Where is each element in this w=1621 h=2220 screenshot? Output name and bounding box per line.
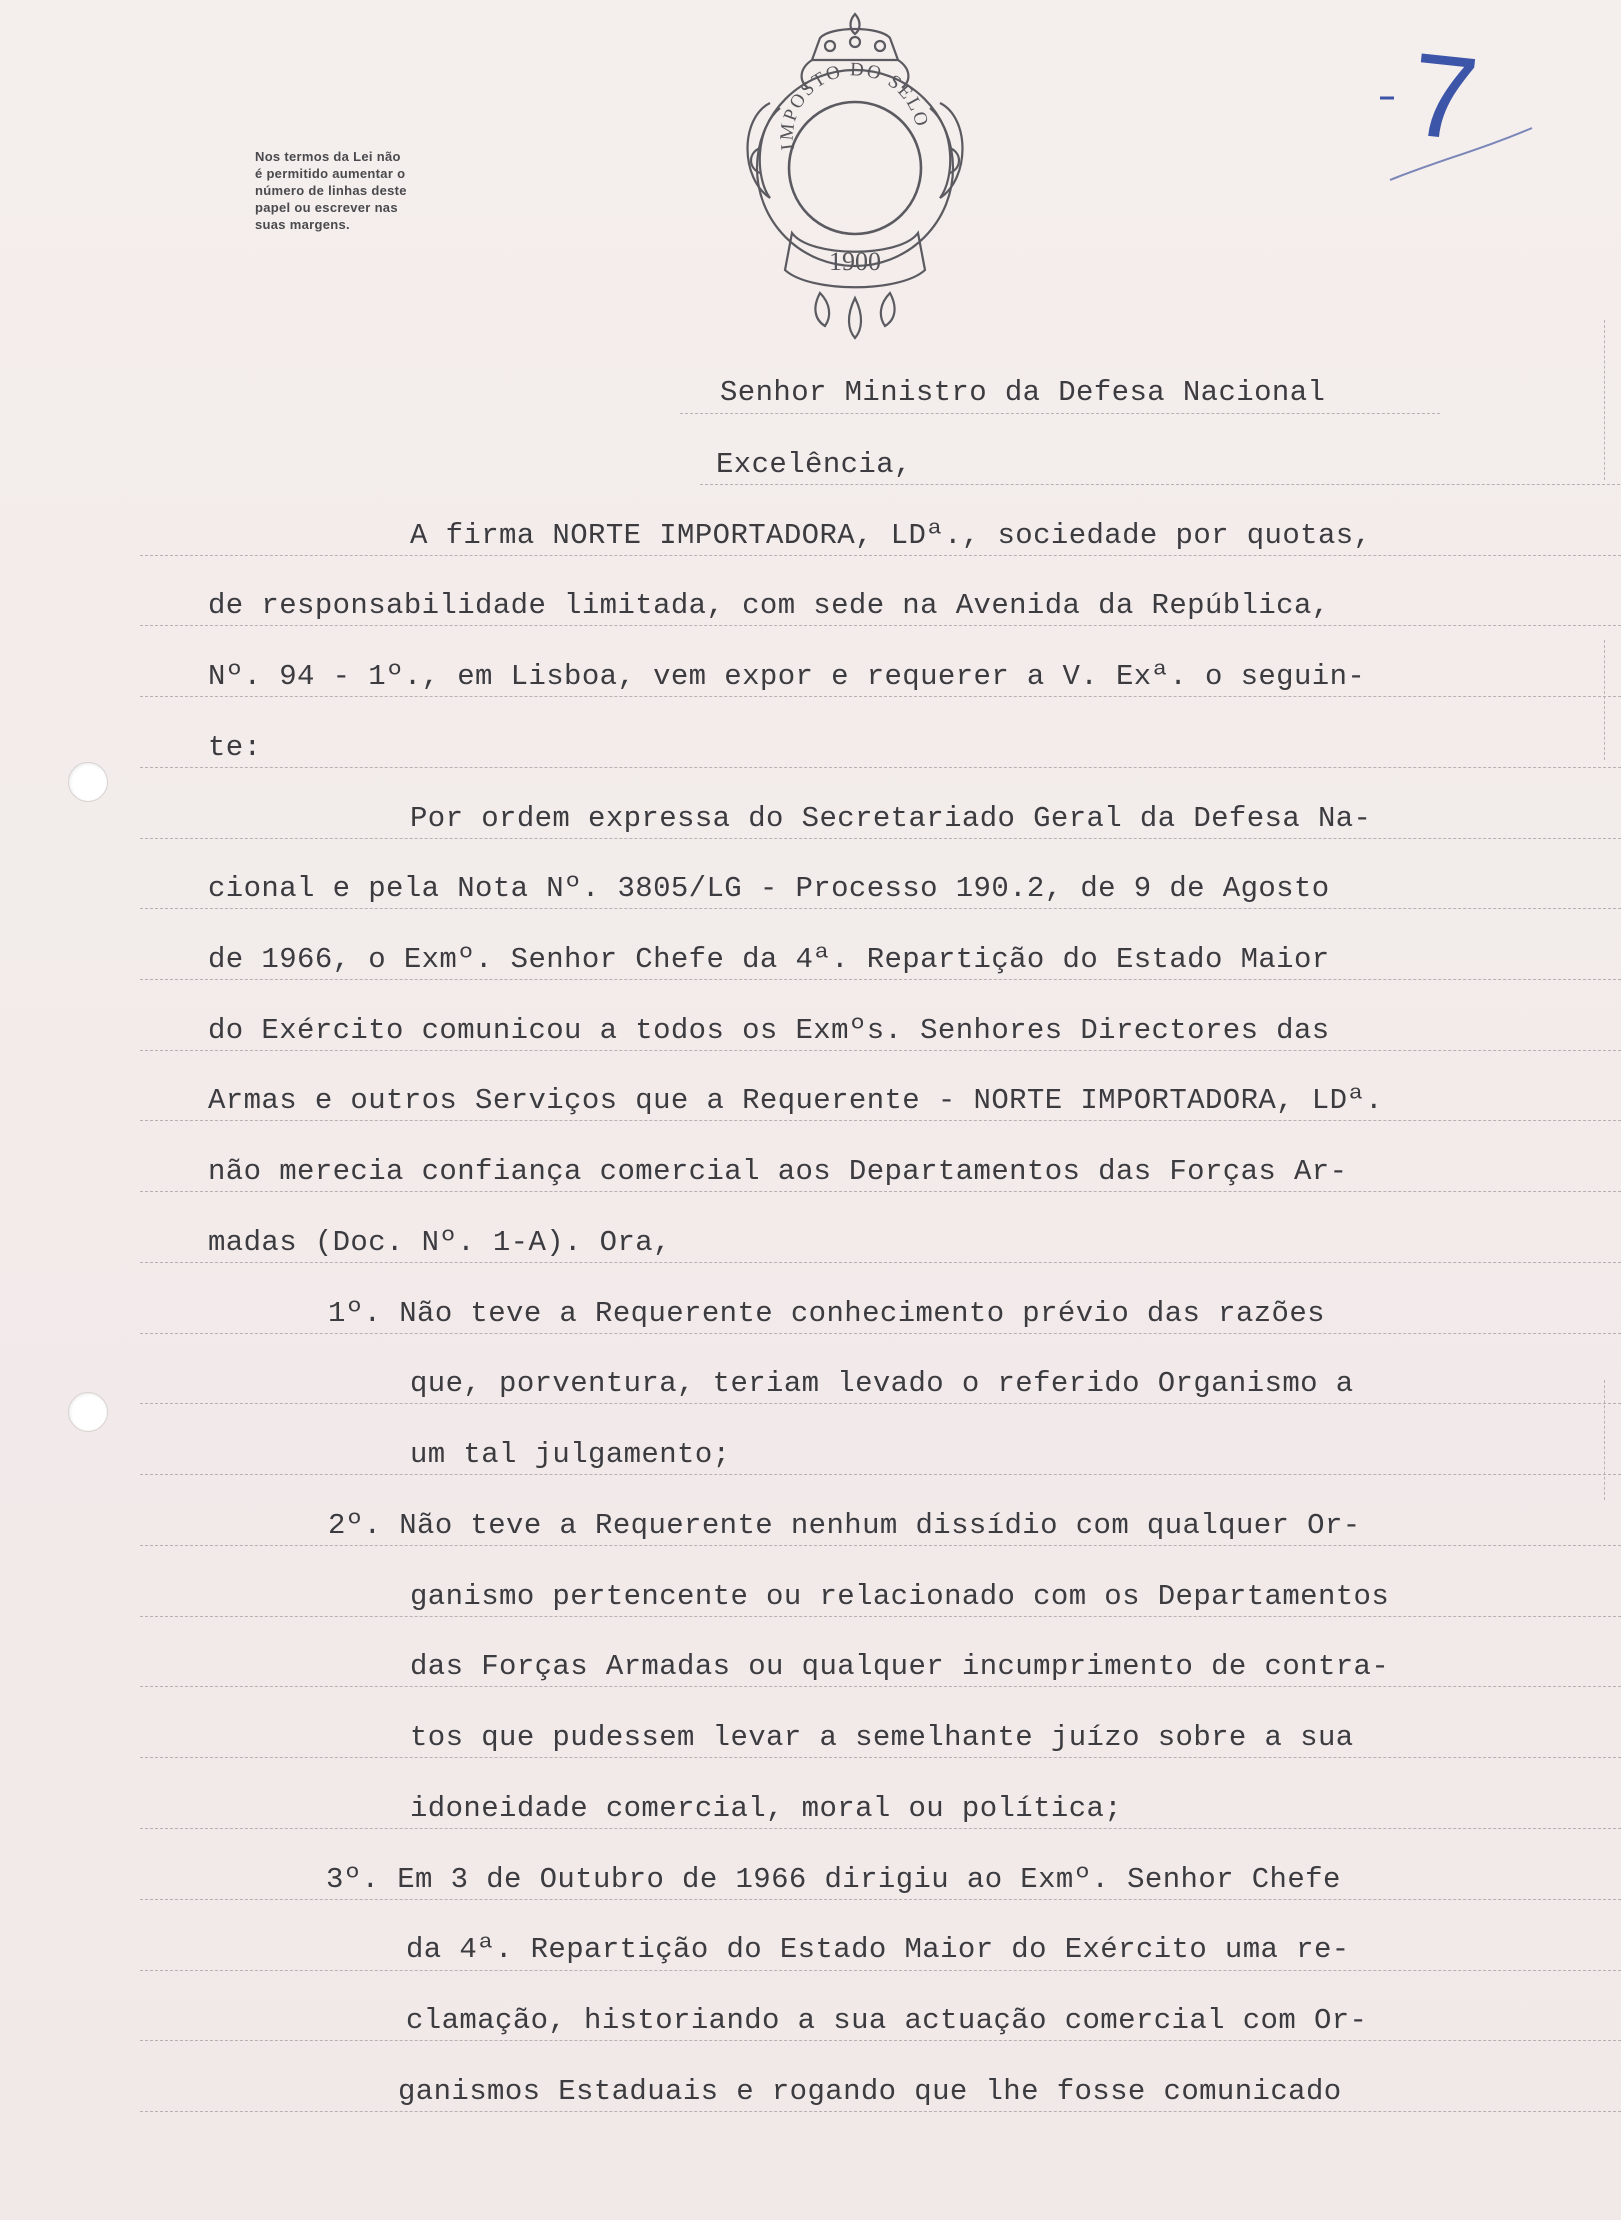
legal-notice-line: número de linhas deste	[255, 183, 407, 198]
ruled-line	[680, 413, 1440, 414]
body-line: não merecia confiança comercial aos Departamentos das Forças Ar-	[208, 1155, 1348, 1188]
legal-notice-line: é permitido aumentar o	[255, 166, 406, 181]
ruled-line	[140, 1899, 1621, 1900]
punch-hole	[68, 1392, 108, 1432]
list-item-line: tos que pudessem levar a semelhante juízo sobre a sua	[410, 1721, 1354, 1754]
ruled-line	[140, 1474, 1621, 1475]
body-line: madas (Doc. Nº. 1-A). Ora,	[208, 1226, 671, 1259]
list-item-line: das Forças Armadas ou qualquer incumprimento de contra-	[410, 1650, 1390, 1683]
ruled-line	[140, 696, 1621, 697]
list-item-line: ganismos Estaduais e rogando que lhe fosse comunicado	[398, 2075, 1342, 2108]
ruled-line	[140, 838, 1621, 839]
ruled-line	[140, 1050, 1621, 1051]
legal-notice-line: suas margens.	[255, 217, 350, 232]
ruled-line	[700, 484, 1620, 485]
body-line: cional e pela Nota Nº. 3805/LG - Processo 190.2, de 9 de Agosto	[208, 872, 1330, 905]
body-line: de responsabilidade limitada, com sede na Avenida da República,	[208, 589, 1330, 622]
ruled-line	[140, 555, 1621, 556]
ruled-line	[140, 1828, 1621, 1829]
stamp-seal-icon	[700, 8, 1010, 348]
body-line: Por ordem expressa do Secretariado Geral da Defesa Na-	[410, 802, 1372, 835]
punch-hole	[68, 762, 108, 802]
ruled-line	[140, 1686, 1621, 1687]
ruled-line	[140, 1403, 1621, 1404]
list-item-line: que, porventura, teriam levado o referido Organismo a	[410, 1367, 1354, 1400]
list-item-line: idoneidade comercial, moral ou política;	[410, 1792, 1123, 1825]
ruled-line	[140, 1333, 1621, 1334]
body-line: A firma NORTE IMPORTADORA, LDª., sociedade por quotas,	[410, 519, 1372, 552]
legal-notice-line: Nos termos da Lei não	[255, 149, 401, 164]
salutation: Excelência,	[716, 448, 912, 481]
ruled-line	[140, 1545, 1621, 1546]
body-line: te:	[208, 731, 262, 764]
list-item-line: 2º. Não teve a Requerente nenhum dissídio com qualquer Or-	[328, 1509, 1361, 1542]
ruled-line	[140, 767, 1621, 768]
margin-rule	[1604, 640, 1605, 760]
list-item-line: da 4ª. Repartição do Estado Maior do Exército uma re-	[406, 1933, 1350, 1966]
list-item-line: 3º. Em 3 de Outubro de 1966 dirigiu ao Exmº. Senhor Chefe	[326, 1863, 1341, 1896]
page-number: 7	[1404, 28, 1484, 167]
ruled-line	[140, 625, 1621, 626]
ruled-line	[140, 1191, 1621, 1192]
body-line: de 1966, o Exmº. Senhor Chefe da 4ª. Repartição do Estado Maior	[208, 943, 1330, 976]
body-line: do Exército comunicou a todos os Exmºs. Senhores Directores das	[208, 1014, 1330, 1047]
page-number-annotation	[1380, 20, 1550, 200]
body-line: Nº. 94 - 1º., em Lisboa, vem expor e requerer a V. Exª. o seguin-	[208, 660, 1366, 693]
ruled-line	[140, 908, 1621, 909]
list-item-line: clamação, historiando a sua actuação comercial com Or-	[406, 2004, 1368, 2037]
ruled-line	[140, 1262, 1621, 1263]
legal-notice	[255, 148, 500, 233]
seal-year: 1900	[829, 247, 881, 276]
list-item-line: um tal julgamento;	[410, 1438, 731, 1471]
margin-rule	[1604, 320, 1605, 480]
list-item-line: ganismo pertencente ou relacionado com os Departamentos	[410, 1580, 1390, 1613]
seal-text: IMPOSTO DO SELO	[776, 59, 933, 152]
ruled-line	[140, 1120, 1621, 1121]
legal-notice-line: papel ou escrever nas	[255, 200, 398, 215]
ruled-line	[140, 1970, 1621, 1971]
ruled-line	[140, 2111, 1621, 2112]
body-line: Armas e outros Serviços que a Requerente - NORTE IMPORTADORA, LDª.	[208, 1084, 1383, 1117]
margin-rule	[1604, 1380, 1605, 1500]
ruled-line	[140, 2040, 1621, 2041]
list-item-line: 1º. Não teve a Requerente conhecimento prévio das razões	[328, 1297, 1325, 1330]
ruled-line	[140, 1616, 1621, 1617]
addressee: Senhor Ministro da Defesa Nacional	[720, 376, 1326, 409]
ruled-line	[140, 1757, 1621, 1758]
ruled-line	[140, 979, 1621, 980]
